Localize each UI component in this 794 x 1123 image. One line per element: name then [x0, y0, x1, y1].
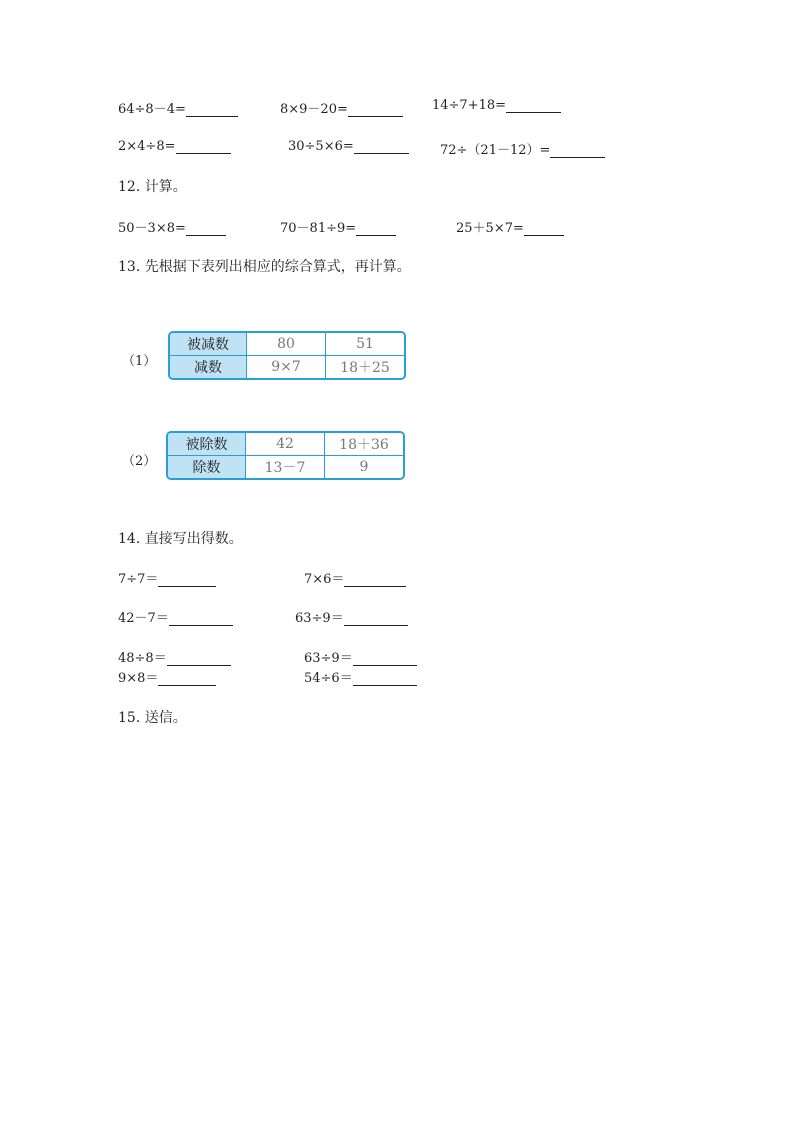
subtraction-table	[168, 331, 406, 380]
answer-blank[interactable]	[550, 143, 605, 158]
mental-math-item: 48÷8＝	[118, 647, 231, 666]
table-header-cell: 被减数	[170, 333, 247, 356]
answer-blank[interactable]	[186, 102, 238, 117]
table-cell: 9	[325, 456, 404, 479]
mental-math-item: 9×8＝	[118, 667, 216, 686]
table-header-cell: 被除数	[168, 433, 246, 456]
answer-blank[interactable]	[167, 651, 231, 666]
answer-blank[interactable]	[344, 572, 406, 587]
mental-math-item: 63÷9＝	[295, 607, 408, 626]
expr-row2-b: 30÷5×6=	[288, 139, 409, 154]
expr-row1-b: 8×9－20=	[280, 98, 403, 117]
table-cell: 9×7	[247, 356, 326, 379]
table-cell: 13－7	[246, 456, 325, 479]
answer-blank[interactable]	[186, 221, 226, 236]
answer-blank[interactable]	[353, 671, 417, 686]
heading-12: 12. 计算。	[118, 179, 187, 195]
answer-blank[interactable]	[176, 139, 231, 154]
calc-item-3: 25＋5×7=	[456, 217, 564, 236]
expr-row2-c: 72÷（21－12）=	[440, 139, 605, 158]
answer-blank[interactable]	[158, 572, 216, 587]
table-cell: 42	[246, 433, 325, 456]
answer-blank[interactable]	[344, 611, 408, 626]
mental-math-item: 7÷7＝	[118, 568, 216, 587]
mental-math-item: 54÷6＝	[304, 667, 417, 686]
calc-item-2: 70－81÷9=	[280, 217, 396, 236]
table-header-cell: 除数	[168, 456, 246, 479]
table-cell: 51	[326, 333, 405, 356]
expr-row1-a: 64÷8－4=	[118, 98, 238, 117]
table-header-cell: 减数	[170, 356, 247, 379]
answer-blank[interactable]	[354, 139, 409, 154]
heading-14: 14. 直接写出得数。	[118, 531, 243, 547]
mental-math-item: 63÷9＝	[304, 647, 417, 666]
table-cell: 80	[247, 333, 326, 356]
calc-item-1: 50－3×8=	[118, 217, 226, 236]
division-table	[166, 431, 405, 480]
expr-row1-c: 14÷7+18=	[432, 98, 561, 113]
answer-blank[interactable]	[348, 102, 403, 117]
mental-math-item: 7×6＝	[304, 568, 406, 587]
answer-blank[interactable]	[158, 671, 216, 686]
heading-15: 15. 送信。	[118, 710, 187, 726]
table-cell: 18＋25	[326, 356, 405, 379]
mental-math-item: 42－7＝	[118, 607, 233, 626]
part-label-2: （2）	[122, 454, 157, 469]
answer-blank[interactable]	[356, 221, 396, 236]
answer-blank[interactable]	[353, 651, 417, 666]
answer-blank[interactable]	[506, 98, 561, 113]
answer-blank[interactable]	[524, 221, 564, 236]
heading-13: 13. 先根据下表列出相应的综合算式，再计算。	[118, 259, 411, 275]
answer-blank[interactable]	[169, 611, 233, 626]
table-cell: 18＋36	[325, 433, 404, 456]
part-label-1: （1）	[122, 354, 157, 369]
expr-row2-a: 2×4÷8=	[118, 139, 231, 154]
